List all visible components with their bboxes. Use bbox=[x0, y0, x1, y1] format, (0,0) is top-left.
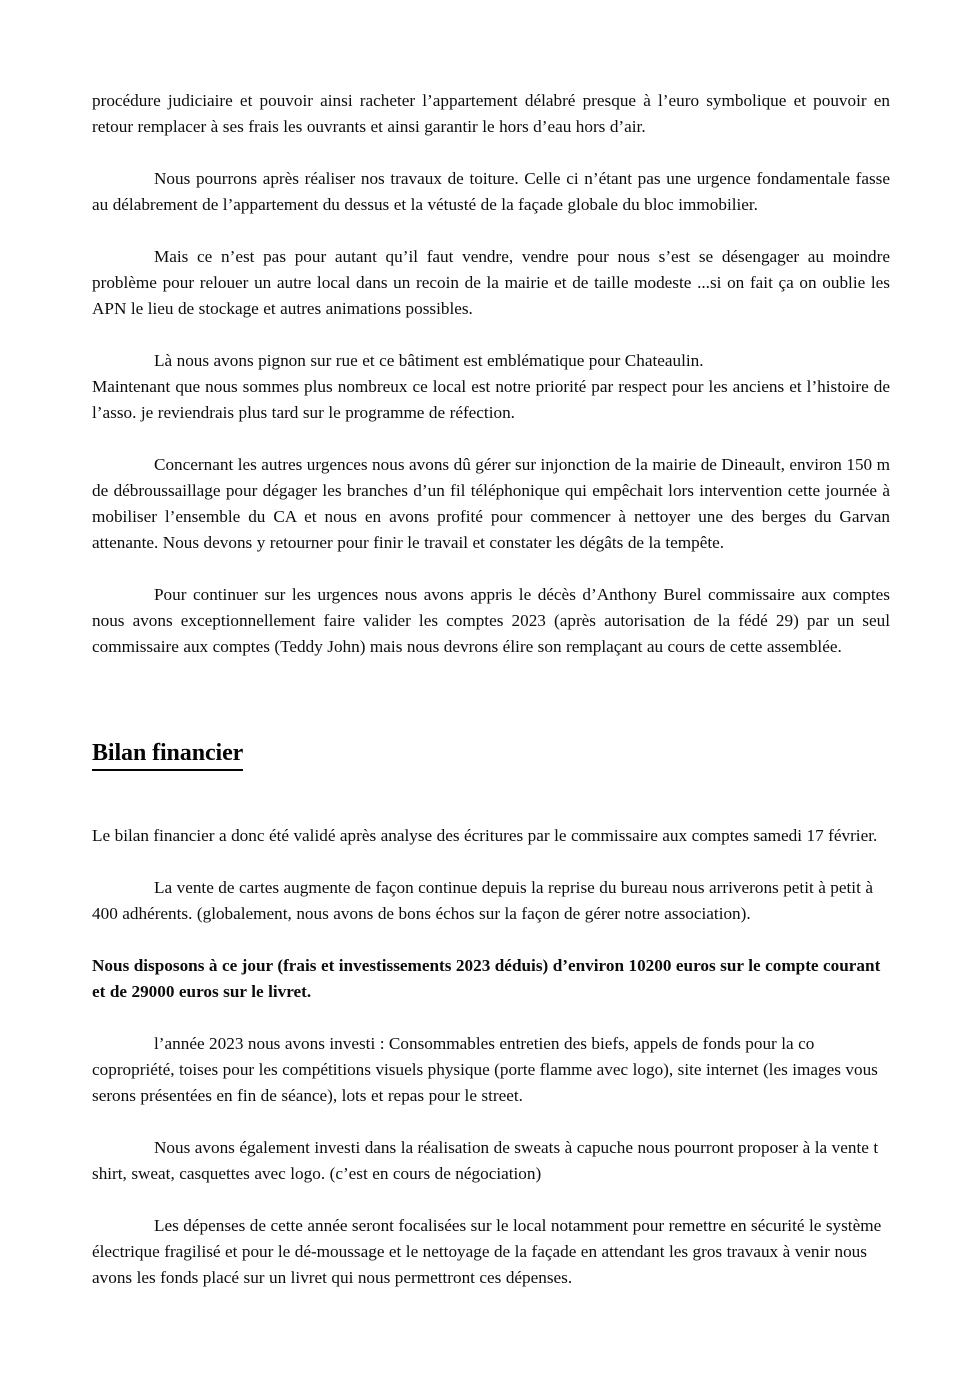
paragraph-depenses-prevues: Les dépenses de cette année seront focalisées sur le local notamment pour remettre en sécurité le système électrique fragilisé et pour le dé-moussage et le nettoyage de la façade en attendant les gros travaux à venir nous avons les fonds placé sur un livret qui nous permettront ces dépenses. bbox=[92, 1216, 882, 1287]
paragraph-bilan-valide: Le bilan financier a donc été validé après analyse des écritures par le commissaire aux comptes samedi 17 février. bbox=[92, 826, 878, 845]
paragraph-investissements-2023: l’année 2023 nous avons investi : Consommables entretien des biefs, appels de fonds pour la co copropriété, toises pour les compétitions visuels physique (porte flamme avec logo), site internet (les images vous serons présentées en fin de séance), lots et repas pour le street. bbox=[92, 1034, 878, 1105]
paragraph-procedure: procédure judiciaire et pouvoir ainsi racheter l’appartement délabré presque à l’euro symbolique et pouvoir en retour remplacer à ses frais les ouvrants et ainsi garantir le hors d’eau hors d’air. bbox=[92, 91, 890, 136]
paragraph-spacer bbox=[92, 1005, 890, 1031]
paragraph-pignon-sur-rue: Là nous avons pignon sur rue et ce bâtiment est emblématique pour Chateaulin. bbox=[154, 351, 704, 370]
paragraph-spacer bbox=[92, 1187, 890, 1213]
section-heading-text: Bilan financier bbox=[92, 738, 243, 771]
section-heading-bilan-financier bbox=[92, 738, 890, 771]
section-spacer-after-heading bbox=[92, 771, 890, 823]
paragraph-spacer bbox=[92, 322, 890, 348]
paragraph-priorite-local: Maintenant que nous sommes plus nombreux ce local est notre priorité par respect pour les anciens et l’histoire de l’asso. je reviendrais plus tard sur le programme de réfection. bbox=[92, 377, 890, 422]
paragraph-spacer bbox=[92, 1109, 890, 1135]
paragraph-travaux-toiture: Nous pourrons après réaliser nos travaux de toiture. Celle ci n’étant pas une urgence fondamentale fasse au délabrement de l’appartement du dessus et la vétusté de la façade globale du bloc immobilier. bbox=[92, 169, 890, 214]
document-text-body bbox=[92, 88, 890, 1291]
paragraph-spacer bbox=[92, 426, 890, 452]
paragraph-spacer bbox=[92, 927, 890, 953]
paragraph-sweats-goodies: Nous avons également investi dans la réalisation de sweats à capuche nous pourront proposer à la vente t shirt, sweat, casquettes avec logo. (c’est en cours de négociation) bbox=[92, 1138, 879, 1183]
section-spacer-before-heading bbox=[92, 660, 890, 738]
paragraph-spacer bbox=[92, 218, 890, 244]
paragraph-spacer bbox=[92, 556, 890, 582]
paragraph-vendre-local: Mais ce n’est pas pour autant qu’il faut vendre, vendre pour nous s’est se désengager au moindre problème pour relouer un autre local dans un recoin de la mairie et de taille modeste ...si on fait ça on oublie les APN le lieu de stockage et autres animations possibles. bbox=[92, 247, 890, 318]
paragraph-commissaire-aux-comptes: Pour continuer sur les urgences nous avons appris le décès d’Anthony Burel commissaire aux comptes nous avons exceptionnellement faire valider les comptes 2023 (après autorisation de la fédé 29) par un seul commissaire aux comptes (Teddy John) mais nous devrons élire son remplaçant au cours de cette assemblée. bbox=[92, 585, 890, 656]
paragraph-tresorerie-disponible: Nous disposons à ce jour (frais et investissements 2023 déduis) d’environ 10200 euros sur le compte courant et de 29000 euros sur le livret. bbox=[92, 956, 881, 1001]
paragraph-urgences-dineault: Concernant les autres urgences nous avons dû gérer sur injonction de la mairie de Dineault, environ 150 m de débroussaillage pour dégager les branches d’un fil téléphonique qui empêchait lors intervention cette journée à mobiliser l’ensemble du CA et nous en avons profité pour commencer à nettoyer une des berges du Garvan attenante. Nous devons y retourner pour finir le travail et constater les dégâts de la tempête. bbox=[92, 455, 890, 552]
paragraph-spacer bbox=[92, 140, 890, 166]
paragraph-spacer bbox=[92, 849, 890, 875]
paragraph-vente-cartes: La vente de cartes augmente de façon continue depuis la reprise du bureau nous arriverons petit à petit à 400 adhérents. (globalement, nous avons de bons échos sur la façon de gérer notre association). bbox=[92, 878, 873, 923]
